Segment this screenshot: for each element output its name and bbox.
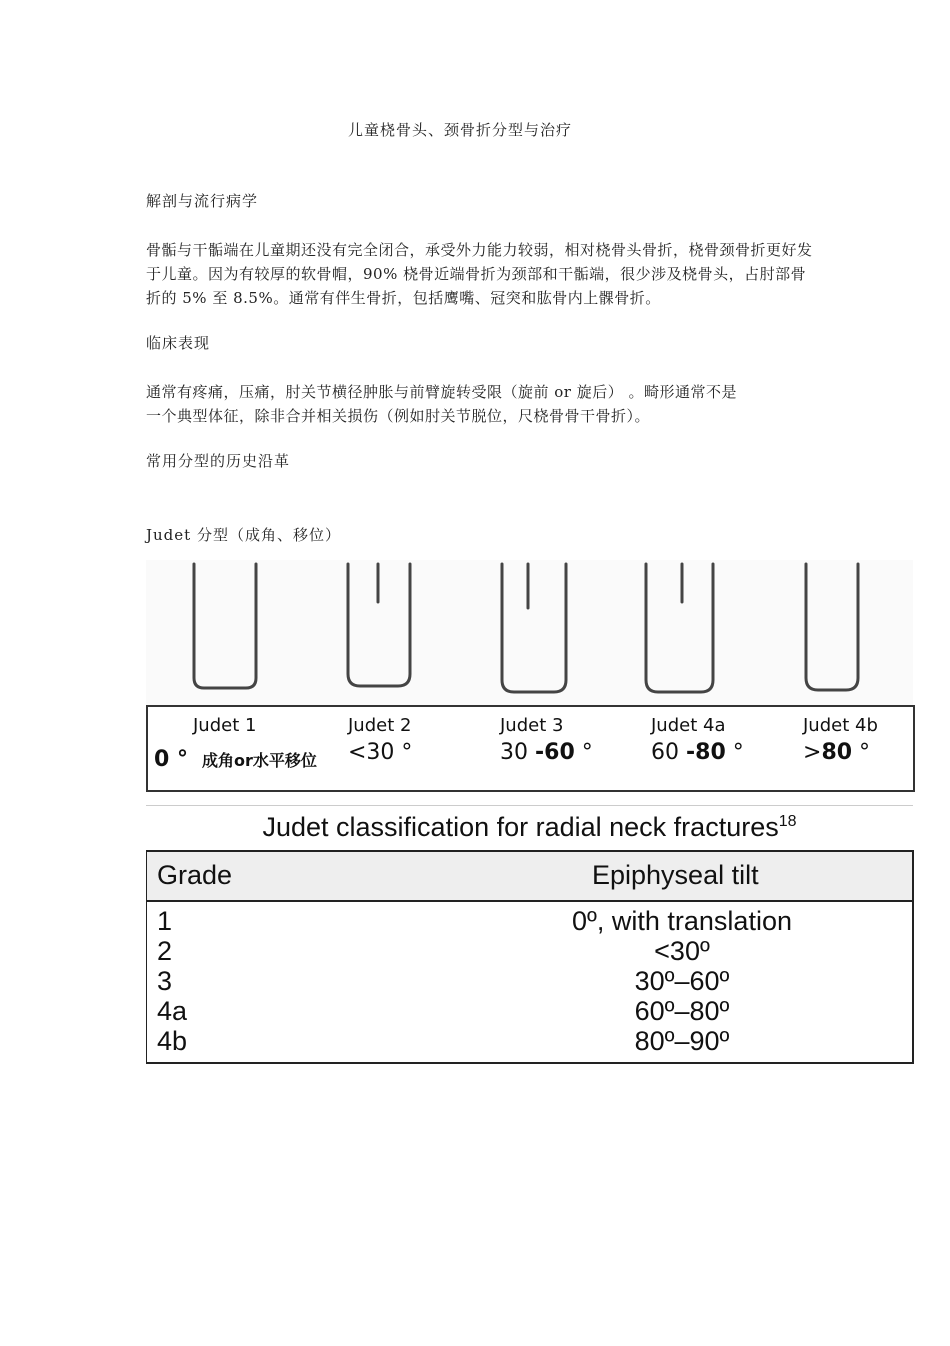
judet-grade-degree: ° [852, 740, 871, 765]
judet-grade-angle-end: 80 [821, 740, 853, 765]
judet-classification-figure [146, 812, 913, 1062]
header-epiphyseal-tilt: Epiphyseal tilt [592, 860, 759, 890]
header-grade: Grade [157, 860, 233, 890]
row-tilt: 0º, with translation [572, 906, 792, 936]
judet-grade-4b [803, 715, 878, 765]
judet-grade-box [146, 705, 915, 792]
table-row [147, 996, 912, 1027]
table-caption-ref: 18 [778, 813, 797, 830]
judet-1-drawing [194, 564, 256, 688]
clinical-heading: 临床表现 [146, 334, 211, 352]
judet-grade-label: Judet 4a [651, 715, 726, 736]
radial-neck-drawings [146, 560, 913, 705]
row-tilt: 80º–90º [634, 1026, 730, 1056]
row-grade: 1 [157, 906, 173, 936]
history-heading: 常用分型的历史沿革 [146, 452, 291, 470]
judet-grade-label: Judet 2 [348, 715, 412, 736]
judet-grade-1 [193, 715, 256, 736]
row-tilt: <30º [654, 936, 710, 966]
judet-grade-angle-start: 30 [500, 740, 535, 765]
judet-grade-label: Judet 3 [500, 715, 564, 736]
judet-4a-drawing [646, 564, 713, 692]
judet-3-drawing [502, 564, 566, 692]
judet-classification-table [146, 850, 914, 1064]
judet-grade-4a [651, 715, 744, 765]
table-row [147, 1026, 912, 1057]
judet-grade-label: Judet 1 [193, 715, 257, 736]
anatomy-text: 骨骺与干骺端在儿童期还没有完全闭合，承受外力能力较弱，相对桡骨头骨折，桡骨颈骨折更好发于儿童。因为有较厚的软骨帽，90% 桡骨近端骨折为颈部和干骺端，很少涉及桡骨头，占肘部骨折的 5% 至 8.5%。通常有伴生骨折，包括鹰嘴、冠突和肱骨内上髁骨折。 [146, 241, 813, 307]
anatomy-paragraph [146, 238, 816, 310]
judet-grade-2 [348, 715, 412, 765]
judet-schematic-figure [146, 560, 913, 792]
document-title: 儿童桡骨头、颈骨折分型与治疗 [347, 121, 572, 139]
judet-4b-drawing [806, 564, 858, 690]
judet-grade-angle: 0 ° [154, 747, 188, 772]
table-row [147, 936, 912, 967]
row-grade: 3 [157, 966, 173, 996]
judet-heading: Judet 分型（成角、移位） [146, 526, 341, 544]
anatomy-heading: 解剖与流行病学 [146, 192, 259, 210]
judet-grade-angle: <30 ° [348, 740, 413, 765]
table-row [147, 906, 912, 937]
judet-grade-degree: ° [574, 740, 593, 765]
judet-grade-angle-start: > [803, 740, 822, 765]
figure-divider [146, 805, 913, 806]
clinical-line-2: 一个典型体征，除非合并相关损伤（例如肘关节脱位，尺桡骨骨干骨折）。 [146, 407, 651, 425]
row-grade: 4b [157, 1026, 188, 1056]
judet-grade-angle-end: -80 [686, 740, 726, 765]
clinical-line-1: 通常有疼痛，压痛，肘关节横径肿胀与前臂旋转受限（旋前 or 旋后） 。畸形通常不是 [146, 383, 738, 401]
judet-grade-angle-end: -60 [535, 740, 575, 765]
table-caption [146, 812, 913, 843]
judet-grade-note: 成角or水平移位 [201, 751, 317, 770]
judet-grade-label: Judet 4b [803, 715, 878, 736]
judet-grade-angle-start: 60 [651, 740, 686, 765]
table-header-row [147, 852, 912, 902]
judet-grade-degree: ° [725, 740, 744, 765]
table-caption-text: Judet classification for radial neck fractures [262, 812, 779, 842]
table-row [147, 966, 912, 997]
judet-grade-3 [500, 715, 593, 765]
row-grade: 2 [157, 936, 173, 966]
row-tilt: 30º–60º [634, 966, 730, 996]
judet-grade-1-angle [154, 743, 317, 772]
row-grade: 4a [157, 996, 188, 1026]
clinical-paragraph [146, 380, 826, 428]
row-tilt: 60º–80º [634, 996, 730, 1026]
